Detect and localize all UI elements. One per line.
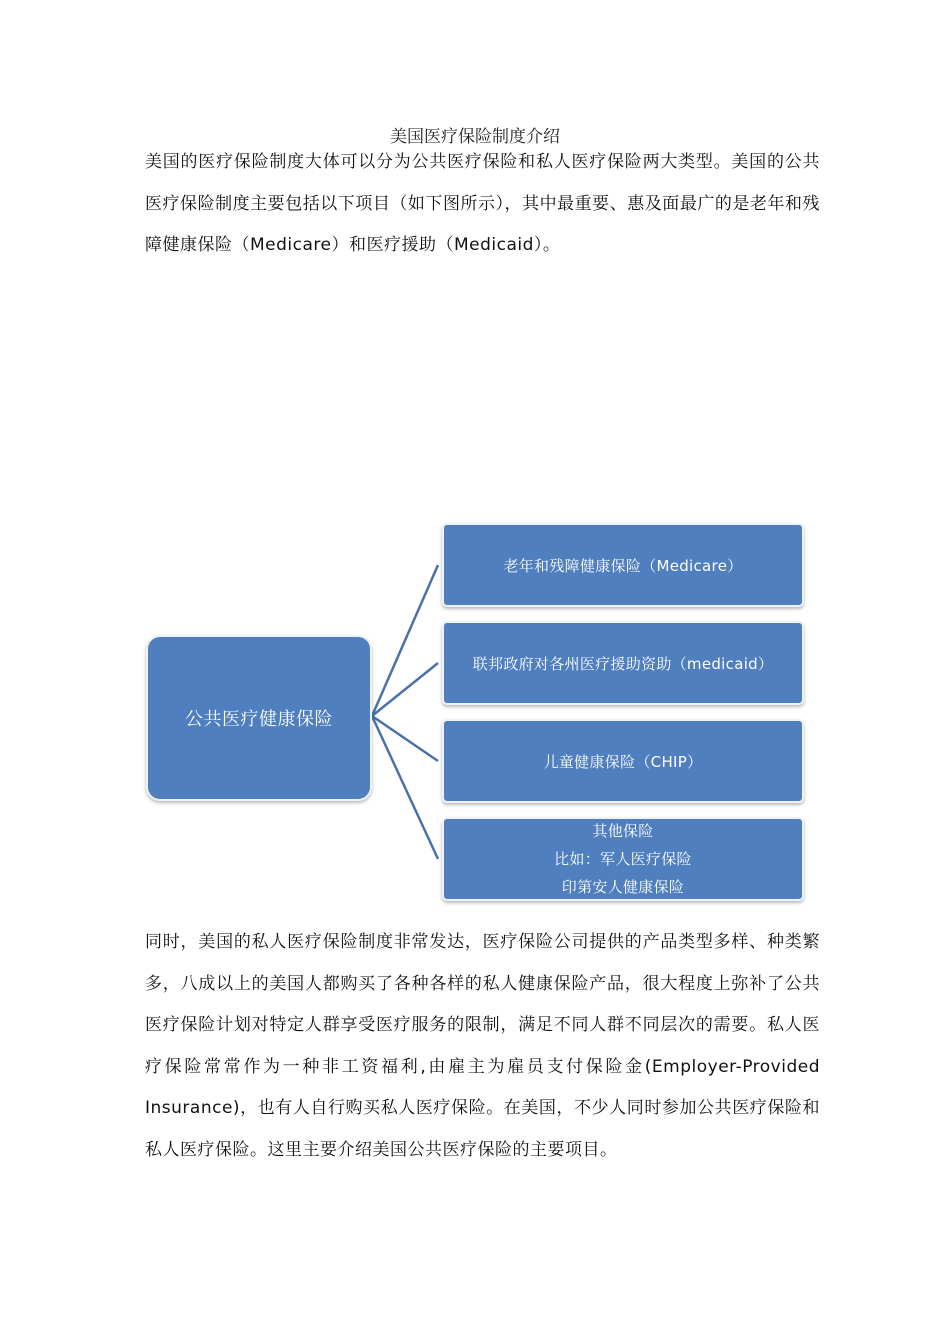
- document-title: 美国医疗保险制度介绍: [390, 127, 560, 147]
- public-insurance-diagram: [140, 515, 815, 910]
- root-node-public-health-insurance: [146, 635, 372, 801]
- child-node-other-insurance: [442, 817, 804, 901]
- child-node-label: 老年和残障健康保险（Medicare）: [503, 556, 743, 575]
- intro-paragraph: 美国的医疗保险制度大体可以分为公共医疗保险和私人医疗保险两大类型。美国的公共医疗保险制度主要包括以下项目（如下图所示），其中最重要、惠及面最广的是老年和残障健康保险（Medicare）和医疗援助（Medicaid）。: [145, 152, 820, 255]
- connector-line-2: [372, 663, 438, 716]
- child-node-label: 儿童健康保险（CHIP）: [543, 752, 703, 771]
- child-node-medicare: [442, 523, 804, 607]
- connector-line-1: [372, 565, 438, 716]
- root-node-label: 公共医疗健康保险: [185, 709, 333, 730]
- child-node-label: 联邦政府对各州医疗援助资助（medicaid）: [472, 654, 774, 673]
- child-node-medicaid: [442, 621, 804, 705]
- child-node-line-3: 印第安人健康保险: [561, 878, 685, 896]
- child-node-chip: [442, 719, 804, 803]
- child-node-line-2: 比如：军人医疗保险: [554, 850, 692, 868]
- child-node-line-1: 其他保险: [592, 822, 654, 840]
- private-insurance-paragraph: 同时，美国的私人医疗保险制度非常发达，医疗保险公司提供的产品类型多样、种类繁多，八成以上的美国人都购买了各种各样的私人健康保险产品，很大程度上弥补了公共医疗保险计划对特定人群享受医疗服务的限制，满足不同人群不同层次的需要。私人医疗保险常常作为一种非工资福利,由雇主为雇员支付保险金(Employer-Provided Insurance)，也有人自行购买私人医疗保险。在美国，不少人同时参加公共医疗保险和私人医疗保险。这里主要介绍美国公共医疗保险的主要项目。: [145, 932, 820, 1160]
